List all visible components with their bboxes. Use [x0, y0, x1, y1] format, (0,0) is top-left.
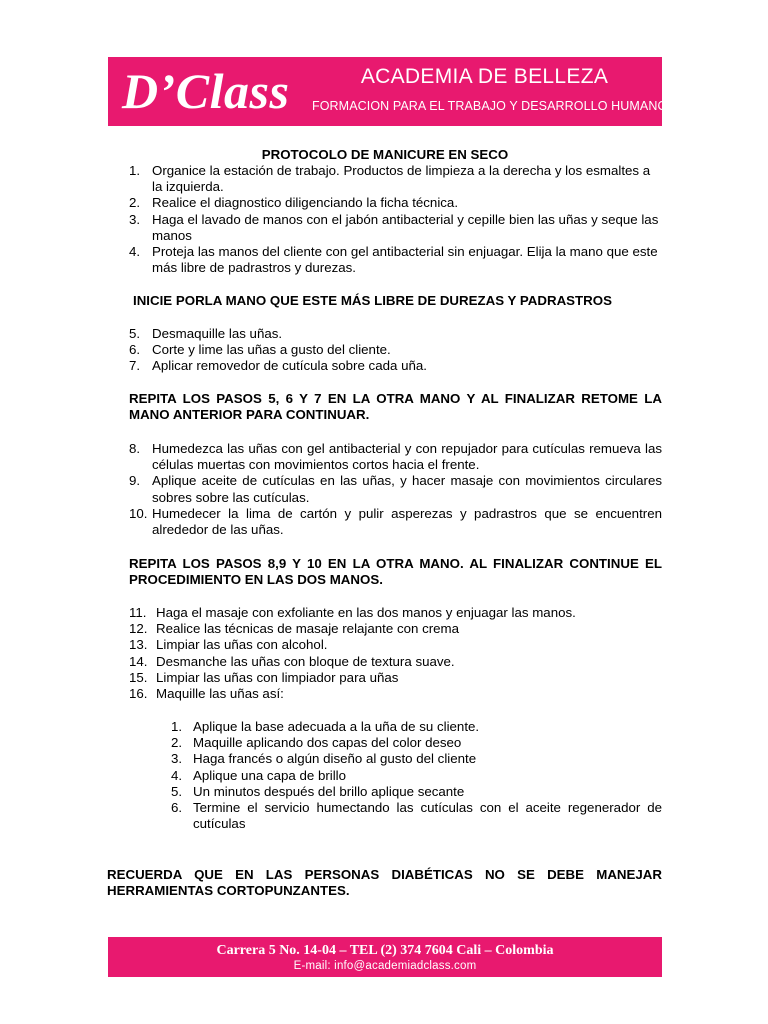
steps-list-2	[129, 326, 662, 375]
sub-steps-list	[171, 719, 662, 832]
step-text: Haga el masaje con exfoliante en las dos manos y enjuagar las manos.	[156, 605, 576, 620]
list-item	[129, 441, 662, 473]
list-item	[129, 506, 662, 538]
steps-list-4	[129, 605, 662, 702]
section-note-3: REPITA LOS PASOS 8,9 Y 10 EN LA OTRA MANO. AL FINALIZAR CONTINUE EL PROCEDIMIENTO EN LAS DOS MANOS.	[129, 556, 662, 588]
step-number: 4.	[129, 244, 141, 260]
step-text: Aplique la base adecuada a la uña de su cliente.	[193, 719, 480, 734]
academy-subtitle: FORMACION PARA EL TRABAJO Y DESARROLLO HUMANO	[312, 99, 668, 113]
list-item	[171, 800, 662, 832]
step-number: 5.	[171, 783, 183, 799]
list-item	[129, 473, 662, 505]
section-note-1: INICIE PORLA MANO QUE ESTE MÁS LIBRE DE DUREZAS Y PADRASTROS	[133, 293, 612, 308]
list-item	[171, 751, 662, 767]
step-text: Corte y lime las uñas a gusto del cliente.	[152, 342, 391, 358]
step-number: 8.	[129, 441, 141, 456]
step-number: 13.	[129, 637, 148, 653]
step-text: Limpiar las uñas con limpiador para uñas	[156, 669, 399, 685]
list-item	[129, 163, 662, 195]
step-number: 5.	[129, 326, 141, 341]
step-number: 10.	[129, 505, 148, 521]
step-text: Un minutos después del brillo aplique secante	[193, 783, 465, 799]
steps-list-1	[129, 163, 662, 276]
step-text: Realice las técnicas de masaje relajante con crema	[156, 621, 460, 637]
step-text: Maquille aplicando dos capas del color deseo	[193, 735, 462, 751]
step-text: Limpiar las uñas con alcohol.	[156, 637, 328, 653]
section-note-2: REPITA LOS PASOS 5, 6 Y 7 EN LA OTRA MANO Y AL FINALIZAR RETOME LA MANO ANTERIOR PARA CONTINUAR.	[129, 391, 662, 423]
list-item	[129, 195, 662, 211]
step-number: 1.	[171, 719, 183, 734]
list-item	[171, 768, 662, 784]
step-text: Aplique aceite de cutículas en las uñas, y hacer masaje con movimientos circulares sobres sobre las cutículas.	[152, 473, 662, 505]
list-item	[129, 637, 662, 653]
page-title: PROTOCOLO DE MANICURE EN SECO	[261, 147, 509, 162]
step-number: 6.	[129, 342, 141, 358]
brand-logo: D’Class	[122, 63, 290, 119]
footer-email: E-mail: info@academiadclass.com	[293, 960, 477, 972]
header-banner	[108, 57, 668, 126]
step-text: Desmaquille las uñas.	[152, 326, 283, 341]
list-item	[129, 670, 662, 686]
list-item	[129, 342, 662, 358]
step-number: 3.	[129, 211, 141, 227]
list-item	[129, 212, 662, 244]
list-item	[171, 719, 662, 735]
step-text: Humedezca las uñas con gel antibacterial y con repujador para cutículas remueva las células muertas con movimientos cortos hacia el frente.	[152, 441, 662, 473]
step-text: Maquille las uñas así:	[156, 686, 284, 702]
step-text: Realice el diagnostico diligenciando la ficha técnica.	[152, 195, 459, 211]
list-item	[129, 686, 662, 702]
step-text: Haga francés o algún diseño al gusto del cliente	[193, 751, 477, 767]
step-number: 7.	[129, 358, 141, 374]
step-number: 1.	[129, 163, 141, 178]
step-number: 16.	[129, 686, 148, 702]
list-item	[129, 654, 662, 670]
step-number: 2.	[171, 735, 183, 751]
step-number: 4.	[171, 767, 183, 783]
diabetes-warning: RECUERDA QUE EN LAS PERSONAS DIABÉTICAS NO SE DEBE MANEJAR HERRAMIENTAS CORTOPUNZANTES.	[107, 867, 662, 899]
step-text: Termine el servicio humectando las cutículas con el aceite regenerador de cutículas	[193, 800, 662, 832]
footer-banner	[108, 937, 662, 977]
steps-list-3	[129, 441, 662, 538]
list-item	[129, 605, 662, 621]
academy-name: ACADEMIA DE BELLEZA	[360, 65, 609, 88]
step-number: 2.	[129, 195, 141, 211]
step-number: 11.	[129, 605, 147, 620]
step-number: 15.	[129, 669, 148, 685]
step-number: 14.	[129, 653, 148, 669]
step-number: 9.	[129, 473, 141, 489]
list-item	[129, 326, 662, 342]
list-item	[171, 735, 662, 751]
list-item	[171, 784, 662, 800]
step-text: Organice la estación de trabajo. Productos de limpieza a la derecha y los esmaltes a la izquierda.	[152, 163, 651, 195]
step-number: 12.	[129, 621, 148, 637]
step-text: Haga el lavado de manos con el jabón antibacterial y cepille bien las uñas y seque las manos	[152, 211, 659, 243]
step-text: Proteja las manos del cliente con gel antibacterial sin enjuagar. Elija la mano que este más libre de padrastros y durezas.	[152, 244, 658, 276]
footer-address: Carrera 5 No. 14-04 – TEL (2) 374 7604 Cali – Colombia	[216, 943, 554, 958]
step-text: Desmanche las uñas con bloque de textura suave.	[156, 653, 455, 669]
step-text: Aplique una capa de brillo	[193, 767, 347, 783]
list-item	[129, 358, 662, 374]
step-number: 6.	[171, 800, 183, 816]
list-item	[129, 244, 662, 276]
list-item	[129, 621, 662, 637]
step-text: Humedecer la lima de cartón y pulir asperezas y padrastros que se encuentren alrededor de las uñas.	[152, 505, 662, 538]
step-number: 3.	[171, 751, 183, 767]
step-text: Aplicar removedor de cutícula sobre cada uña.	[152, 358, 427, 374]
